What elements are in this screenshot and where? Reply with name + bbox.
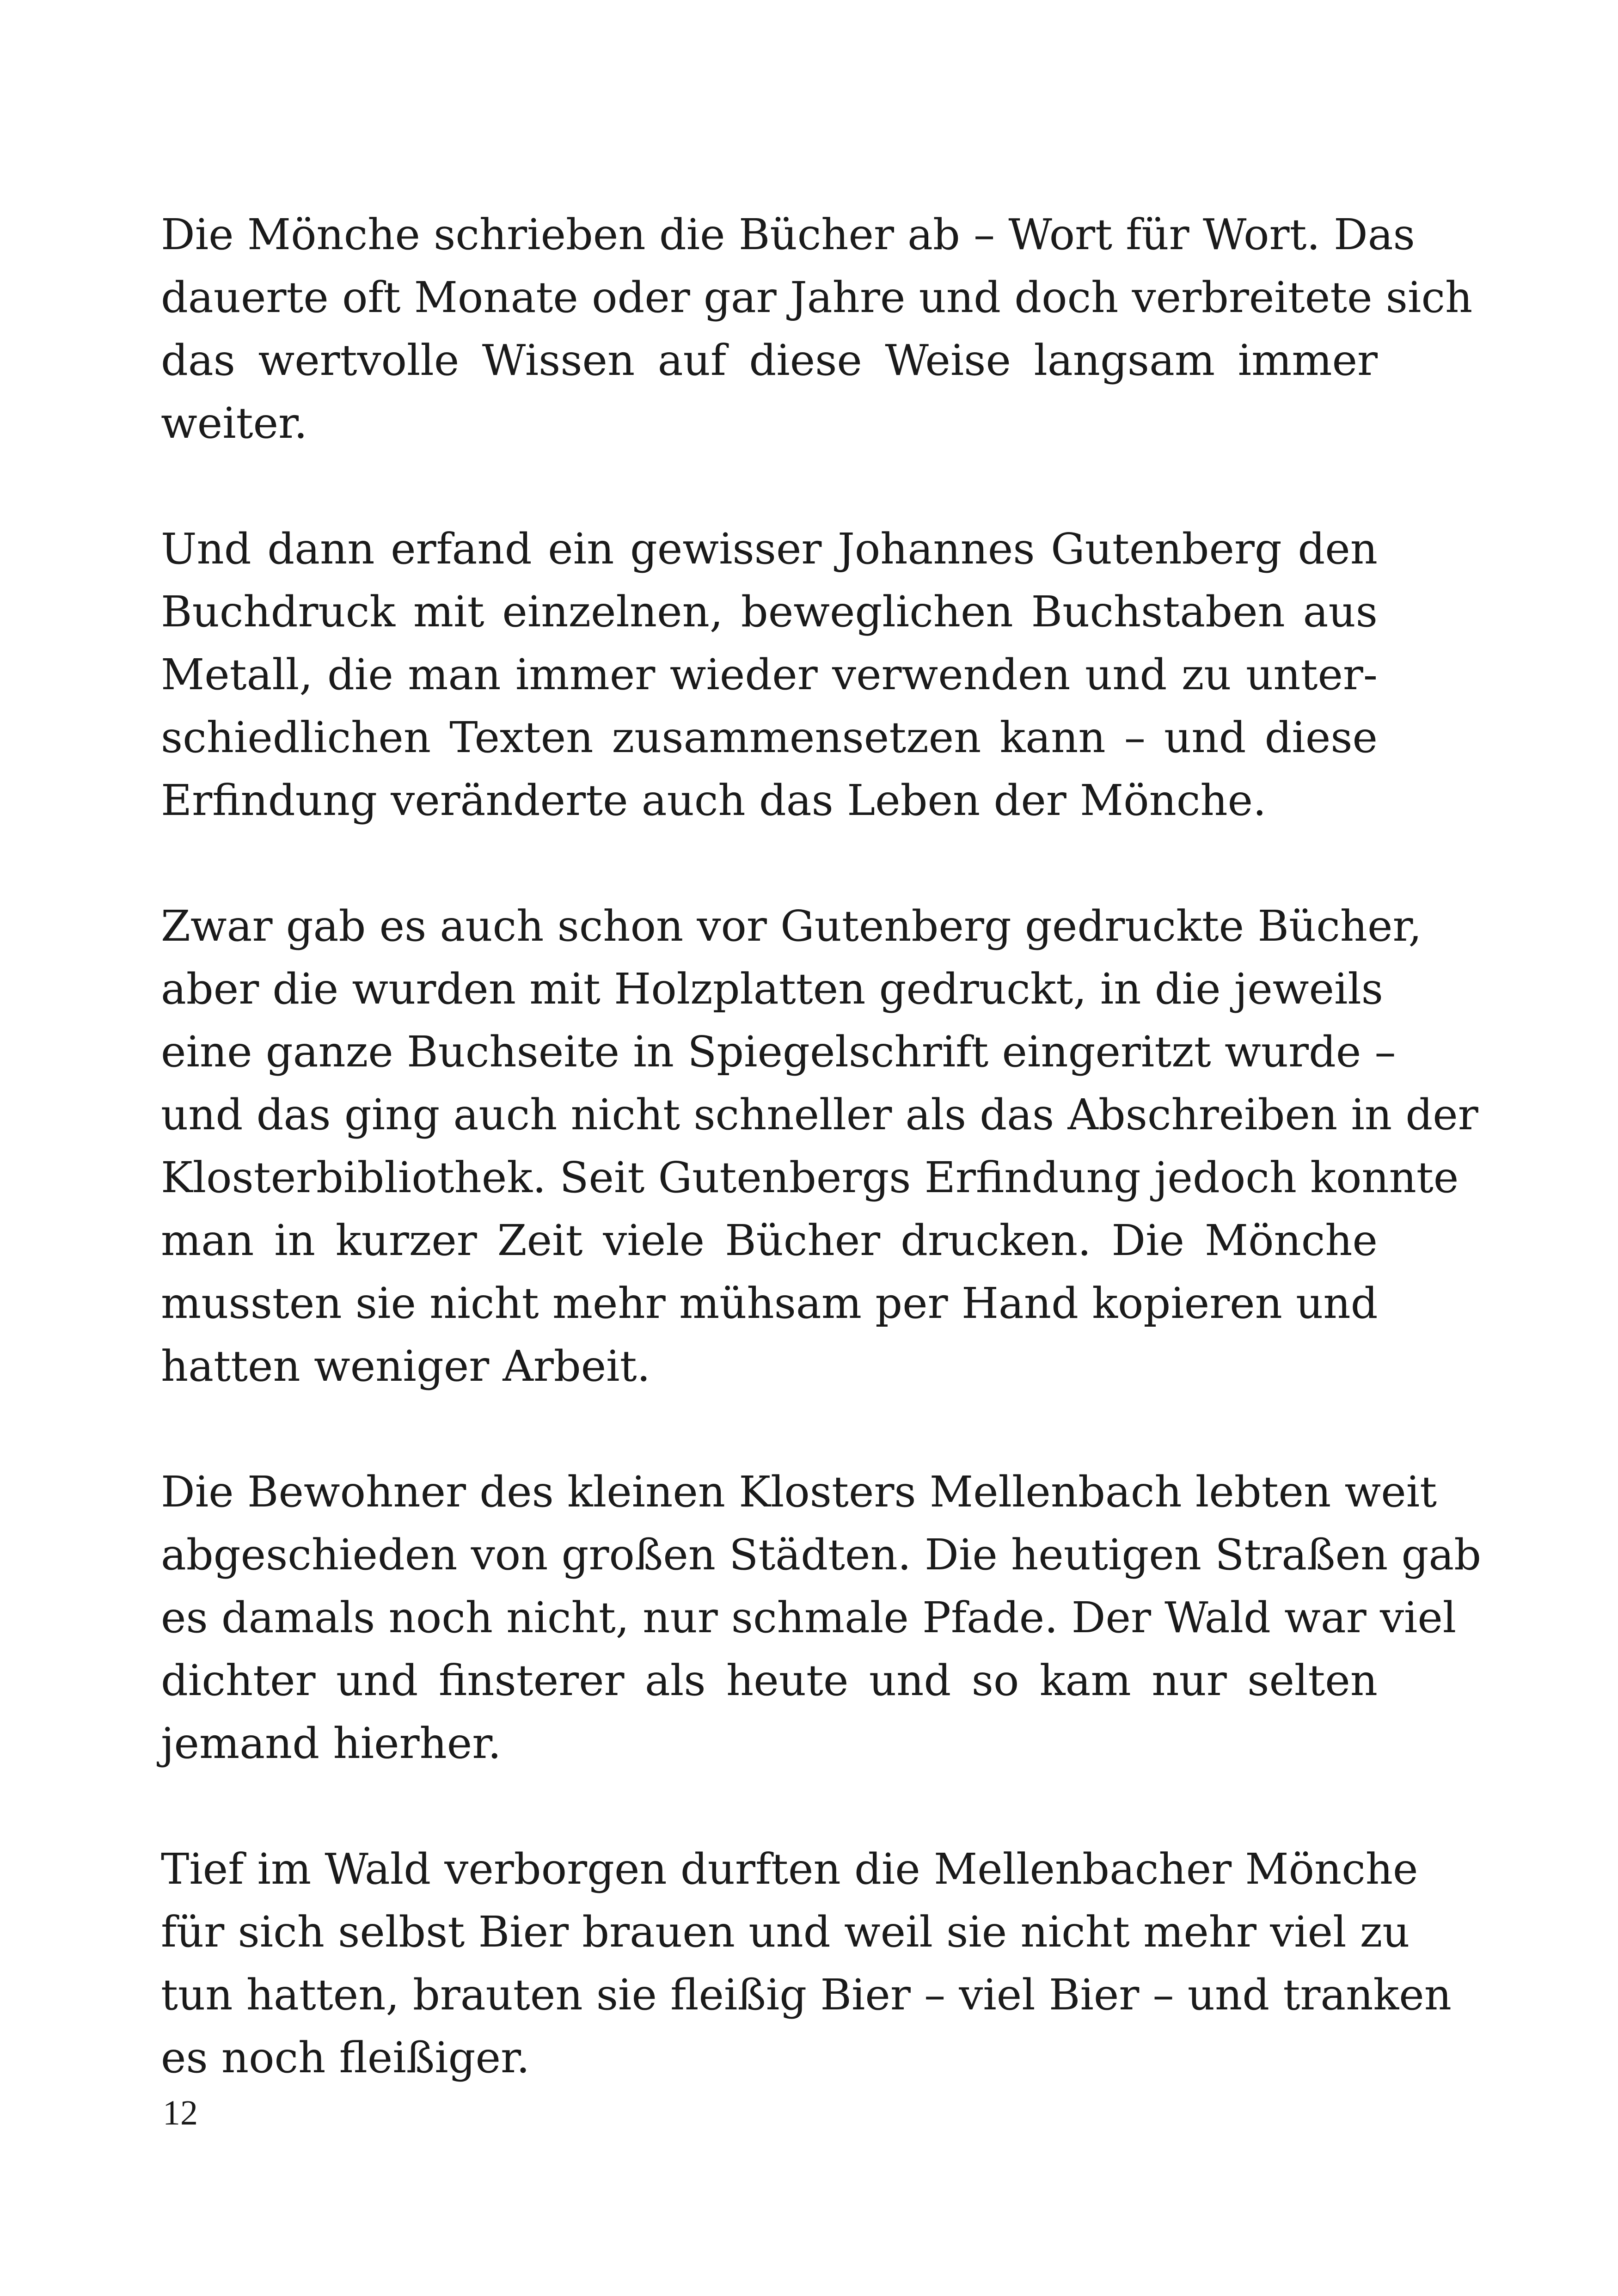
text-line: das wertvolle Wissen auf diese Weise langsam immer [161,336,1378,385]
paragraph-gap [161,1398,1378,1461]
text-line: weiter. [161,398,308,448]
paragraph-gap [161,455,1378,518]
text-line: Und dann erfand ein gewisser Johannes Gutenberg den [161,524,1378,574]
text-line: Zwar gab es auch schon vor Gutenberg gedruckte Bücher, [161,901,1422,951]
text-line: jemand hierher. [161,1719,502,1768]
text-line: mussten sie nicht mehr mühsam per Hand kopieren und [161,1279,1378,1328]
text-line: dauerte oft Monate oder gar Jahre und doch verbreitete sich [161,273,1473,322]
text-line: es damals noch nicht, nur schmale Pfade. Der Wald war viel [161,1593,1457,1642]
paragraph-2 [161,518,1378,832]
text-line: eine ganze Buchseite in Spiegelschrift eingeritzt wurde – [161,1027,1396,1077]
text-line: aber die wurden mit Holzplatten gedruckt, in die jeweils [161,964,1384,1014]
text-line: Erfindung veränderte auch das Leben der Mönche. [161,776,1267,825]
text-line: schiedlichen Texten zusammensetzen kann – und diese [161,713,1378,762]
text-line: Die Mönche schrieben die Bücher ab – Wort für Wort. Das [161,210,1415,259]
text-line: Metall, die man immer wieder verwenden und zu unter- [161,650,1378,699]
paragraph-4 [161,1461,1482,1775]
text-line: und das ging auch nicht schneller als das Abschreiben in der [161,1090,1478,1139]
text-line: es noch fleißiger. [161,2033,530,2082]
text-line: abgeschieden von großen Städten. Die heutigen Straßen gab [161,1530,1482,1580]
text-line: hatten weniger Arbeit. [161,1341,650,1391]
text-line: Die Bewohner des kleinen Klosters Mellenbach lebten weit [161,1467,1437,1517]
text-line: dichter und finsterer als heute und so kam nur selten [161,1656,1378,1705]
paragraph-3 [161,895,1478,1398]
text-line: tun hatten, brauten sie fleißig Bier – viel Bier – und tranken [161,1970,1452,2020]
paragraph-gap [161,832,1378,895]
page-number: 12 [163,2094,198,2132]
text-line: Klosterbibliothek. Seit Gutenbergs Erfindung jedoch konnte [161,1153,1459,1202]
paragraph-1 [161,203,1473,455]
text-line: Tief im Wald verborgen durften die Mellenbacher Mönche [161,1844,1418,1894]
text-line: für sich selbst Bier brauen und weil sie nicht mehr viel zu [161,1907,1410,1957]
body-text [161,203,1482,2089]
text-line: Buchdruck mit einzelnen, beweglichen Buchstaben aus [161,587,1378,637]
text-line: man in kurzer Zeit viele Bücher drucken. Die Mönche [161,1216,1378,1265]
paragraph-gap [161,1775,1378,1838]
paragraph-5 [161,1838,1452,2089]
